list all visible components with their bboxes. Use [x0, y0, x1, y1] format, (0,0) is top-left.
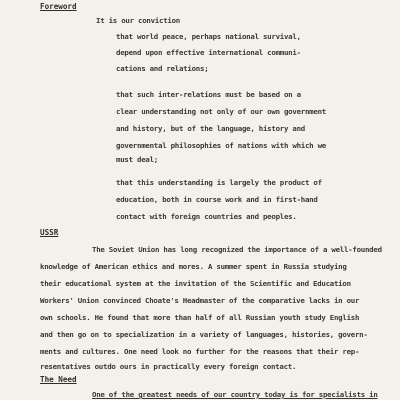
- conviction-line-2: that world peace, perhaps national survival,: [116, 32, 301, 41]
- conviction-line-3: depend upon effective international communi-: [116, 48, 301, 57]
- foreword-heading: Foreword: [40, 2, 77, 11]
- interrelations-line-2: clear understanding not only of our own government: [116, 107, 326, 116]
- interrelations-line-4: governmental philosophies of nations with which we: [116, 141, 326, 150]
- interrelations-line-5: must deal;: [116, 155, 158, 164]
- ussr-line-2: knowledge of American ethics and mores. A summer spent in Russia studying: [40, 262, 347, 271]
- ussr-line-4: Workers' Union convinced Choate's Headmaster of the comparative lacks in our: [40, 296, 360, 305]
- conviction-line-4: cations and relations;: [116, 64, 209, 73]
- need-heading: The Need: [40, 375, 77, 384]
- ussr-line-3: their educational system at the invitation of the Scientific and Education: [40, 279, 351, 288]
- need-line-1: One of the greatest needs of our country today is for specialists in: [92, 390, 378, 399]
- ussr-line-7: ments and cultures. One need look no further for the reasons that their rep-: [40, 347, 360, 356]
- education-line-1: that this understanding is largely the product of: [116, 178, 322, 187]
- ussr-line-1: The Soviet Union has long recognized the importance of a well-founded: [92, 245, 382, 254]
- interrelations-line-3: and history, but of the language, history and: [116, 124, 305, 133]
- ussr-heading: USSR: [40, 228, 59, 237]
- ussr-line-6: and then go on to specialization in a variety of languages, histories, govern-: [40, 330, 368, 339]
- interrelations-line-1: that such inter-relations must be based on a: [116, 90, 301, 99]
- education-line-3: contact with foreign countries and peoples.: [116, 212, 297, 221]
- conviction-line-1: It is our conviction: [96, 16, 180, 25]
- ussr-line-8: resentatives outdo ours in practically every foreign contact.: [40, 362, 297, 371]
- ussr-line-5: own schools. He found that more than half of all Russian youth study English: [40, 313, 360, 322]
- education-line-2: education, both in course work and in first-hand: [116, 195, 318, 204]
